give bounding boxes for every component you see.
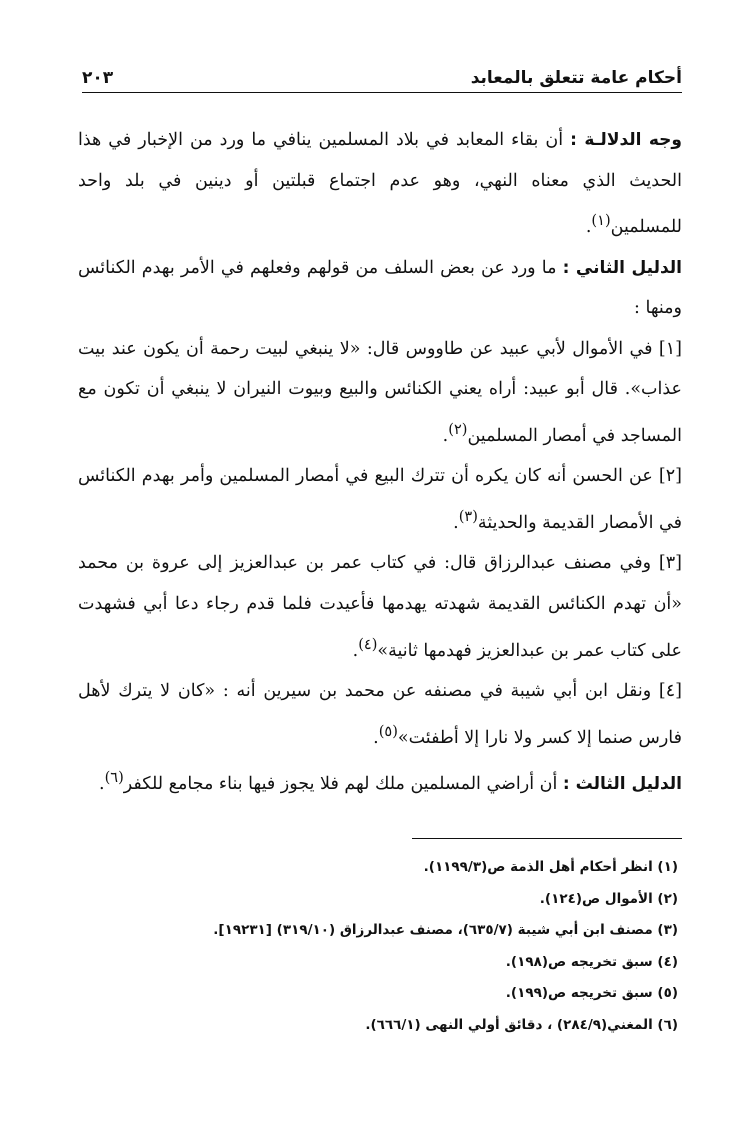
footnote-marker: (١)	[591, 212, 611, 230]
running-header	[82, 58, 682, 93]
paragraph-text: [٣] وفي مصنف عبدالرزاق قال: في كتاب عمر بن عبدالعزيز إلى عروة بن محمد «أن تهدم الكنائس القديمة شهدته يهدمها فأعيدت فلما قدم رجاء دعا أبي فشهدت على كتاب عمر بن عبدالعزيز فهدمها ثانية»	[78, 553, 682, 661]
paragraph-item-3	[78, 543, 682, 671]
paragraph-item-1	[78, 329, 682, 457]
paragraph-evidence-point	[78, 120, 682, 248]
paragraph-text: أن بقاء المعابد في بلاد المسلمين ينافي ما ورد من الإخبار في هذا الحديث الذي معناه النهي، وهو عدم اجتماع قبلتين أو دينين في بلد واحد للمسلمين	[78, 130, 682, 238]
footnotes	[120, 852, 678, 1041]
footnote: (٤) سبق تخريجه ص(١٩٨).	[505, 953, 678, 970]
paragraph-item-4	[78, 671, 682, 758]
footnote: (٦) المغني(٢٨٤/٩) ، دقائق أولي النهى (٦٦٦/١).	[365, 1016, 678, 1033]
footnote: (٣) مصنف ابن أبي شيبة (٦٣٥/٧)، مصنف عبدالرزاق (٣١٩/١٠) [١٩٢٣١].	[213, 922, 678, 938]
header-title: أحكام عامة تتعلق بالمعابد	[470, 68, 682, 88]
footnote-marker: (٦)	[104, 769, 124, 787]
paragraph-text: ما ورد عن بعض السلف من قولهم وفعلهم في الأمر بهدم الكنائس ومنها :	[78, 257, 682, 319]
paragraph-end: .	[453, 512, 459, 533]
footnote: (١) انظر أحكام أهل الذمة ص(١١٩٩/٣).	[423, 859, 678, 875]
paragraph-end: .	[373, 727, 379, 748]
footnote-marker: (٣)	[458, 508, 478, 525]
footnote-separator	[412, 838, 682, 839]
paragraph-text: أن أراضي المسلمين ملك لهم فلا يجوز فيها بناء مجامع للكفر	[123, 773, 563, 794]
paragraph-end: .	[352, 640, 359, 661]
paragraph-text: [١] في الأموال لأبي عبيد عن طاووس قال: «لا ينبغي لبيت رحمة أن يكون عند بيت عذاب». قال أبو عبيد: أراه يعني الكنائس والبيع وبيوت النيران لا ينبغي أن تكون مع المساجد في أمصار المسلمين	[78, 338, 682, 446]
page-number: ٢٠٣	[82, 68, 114, 88]
footnote-marker: (٤)	[358, 635, 378, 653]
footnote: (٥) سبق تخريجه ص(١٩٩).	[505, 985, 678, 1001]
paragraph-label: الدليل الثاني :	[562, 257, 682, 278]
main-text	[78, 120, 682, 804]
footnote: (٢) الأموال ص(١٢٤).	[539, 890, 678, 907]
paragraph-text: [٤] ونقل ابن أبي شيبة في مصنفه عن محمد بن سيرين أنه : «كان لا يترك لأهل فارس صنما إلا كسر ولا نارا إلا أطفئت»	[78, 681, 682, 748]
paragraph-end: .	[442, 425, 449, 446]
footnote-marker: (٥)	[378, 722, 398, 740]
paragraph-item-2	[78, 456, 682, 543]
paragraph-second-evidence	[78, 248, 682, 329]
paragraph-label: وجه الدلالـة :	[570, 130, 682, 150]
paragraph-end: .	[98, 773, 105, 794]
footnote-marker: (٢)	[448, 420, 468, 438]
paragraph-label: الدليل الثالث :	[562, 773, 682, 794]
paragraph-end: .	[585, 217, 592, 238]
paragraph-text: [٢] عن الحسن أنه كان يكره أن تترك البيع في أمصار المسلمين وأمر بهدم الكنائس في الأمصار القديمة والحديثة	[78, 466, 682, 533]
paragraph-third-evidence	[78, 758, 682, 804]
